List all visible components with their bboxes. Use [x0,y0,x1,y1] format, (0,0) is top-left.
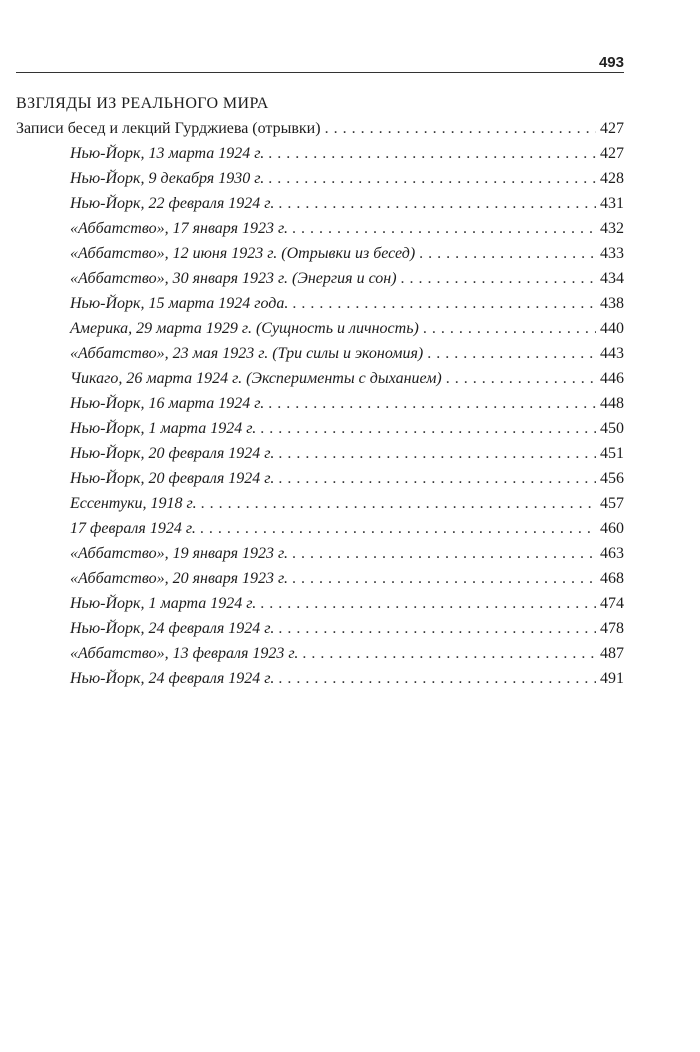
toc-entry-page: 448 [600,395,624,412]
toc-entry [16,241,624,266]
dot-leader [260,591,596,616]
toc-entry-page: 451 [600,445,624,462]
toc-entry [16,441,624,466]
toc-entry-title: Нью-Йорк, 16 марта 1924 г. [70,395,265,412]
toc-entry-page: 468 [600,570,624,587]
toc-entry [16,591,624,616]
toc-entry-title: Нью-Йорк, 20 февраля 1924 г. [70,445,275,462]
toc-entry [16,616,624,641]
toc-entry-title: Нью-Йорк, 9 декабря 1930 г. [70,170,265,187]
toc-entry-page: 428 [600,170,624,187]
dot-leader [260,416,596,441]
dot-leader [401,266,596,291]
toc-entry-title: Нью-Йорк, 15 марта 1924 года. [70,295,289,312]
dot-leader [200,516,596,541]
toc-entry-title: «Аббатство», 23 мая 1923 г. (Три силы и экономия) [70,345,424,362]
toc-entry [16,641,624,666]
toc-entry-page: 478 [600,620,624,637]
toc-entry-page: 432 [600,220,624,237]
dot-leader [268,166,596,191]
dot-leader [278,666,596,691]
toc-entry-page: 460 [600,520,624,537]
toc-entry [16,191,624,216]
toc-entry-page: 434 [600,270,624,287]
toc-entry-page: 450 [600,420,624,437]
toc-entry [16,466,624,491]
dot-leader [292,541,596,566]
toc-entry-page: 440 [600,320,624,337]
toc-entry-title: Нью-Йорк, 22 февраля 1924 г. [70,195,275,212]
dot-leader [278,441,596,466]
toc-entry [16,666,624,691]
toc-entry-title: «Аббатство», 20 января 1923 г. [70,570,289,587]
page-number: 493 [598,54,624,71]
toc-entry [16,291,624,316]
dot-leader [278,466,596,491]
toc-entry-page: 456 [600,470,624,487]
toc-entry-page: 487 [600,645,624,662]
toc-entry-page: 438 [600,295,624,312]
toc-entry [16,266,624,291]
toc-entry-page: 463 [600,545,624,562]
toc-entry [16,391,624,416]
dot-leader [302,641,596,666]
toc-entry [16,316,624,341]
toc-entry-title: Нью-Йорк, 24 февраля 1924 г. [70,670,275,687]
toc-entry [16,541,624,566]
toc-entry [16,216,624,241]
dot-leader [292,291,596,316]
toc-entry-title: «Аббатство», 12 июня 1923 г. (Отрывки из бесед) [70,245,416,262]
toc-entry [16,566,624,591]
table-of-contents [16,91,624,691]
toc-entry-title: Нью-Йорк, 13 марта 1924 г. [70,145,265,162]
toc-entry-title: Записи бесед и лекций Гурджиева (отрывки) [16,120,321,137]
toc-entry-title: «Аббатство», 17 января 1923 г. [70,220,289,237]
dot-leader [292,566,596,591]
section-title: ВЗГЛЯДЫ ИЗ РЕАЛЬНОГО МИРА [16,95,269,112]
toc-entry [16,366,624,391]
dot-leader [201,491,596,516]
toc-entry [16,416,624,441]
dot-leader [446,366,596,391]
toc-entry [16,141,624,166]
dot-leader [278,616,596,641]
toc-entry [16,491,624,516]
header-rule [16,72,624,73]
toc-entry-title: Нью-Йорк, 20 февраля 1924 г. [70,470,275,487]
toc-entry-title: Нью-Йорк, 24 февраля 1924 г. [70,620,275,637]
toc-entry-title: Америка, 29 марта 1929 г. (Сущность и личность) [70,320,419,337]
toc-entry-title: Нью-Йорк, 1 марта 1924 г. [70,420,257,437]
toc-entry-page: 431 [600,195,624,212]
toc-entry-page: 443 [600,345,624,362]
toc-entry-page: 427 [600,120,624,137]
dot-leader [268,391,596,416]
toc-entry-page: 474 [600,595,624,612]
toc-entry-page: 457 [600,495,624,512]
dot-leader [268,141,596,166]
toc-entry [16,166,624,191]
toc-entry-title: Нью-Йорк, 1 марта 1924 г. [70,595,257,612]
dot-leader [427,341,596,366]
dot-leader [278,191,596,216]
toc-entry-page: 433 [600,245,624,262]
dot-leader [423,316,596,341]
toc-entry-title: Ессентуки, 1918 г. [70,495,197,512]
toc-entry-title: «Аббатство», 13 февраля 1923 г. [70,645,299,662]
toc-entry-title: «Аббатство», 30 января 1923 г. (Энергия и сон) [70,270,397,287]
toc-entry-title: Чикаго, 26 марта 1924 г. (Эксперименты с дыханием) [70,370,442,387]
toc-entry-title: «Аббатство», 19 января 1923 г. [70,545,289,562]
dot-leader [419,241,596,266]
toc-entry-page: 491 [600,670,624,687]
toc-entry-title: 17 февраля 1924 г. [70,520,196,537]
toc-entry [16,116,624,141]
toc-entry-page: 446 [600,370,624,387]
dot-leader [325,116,596,141]
toc-entry [16,516,624,541]
toc-entry [16,341,624,366]
toc-entries [16,116,624,691]
dot-leader [292,216,596,241]
toc-entry-page: 427 [600,145,624,162]
